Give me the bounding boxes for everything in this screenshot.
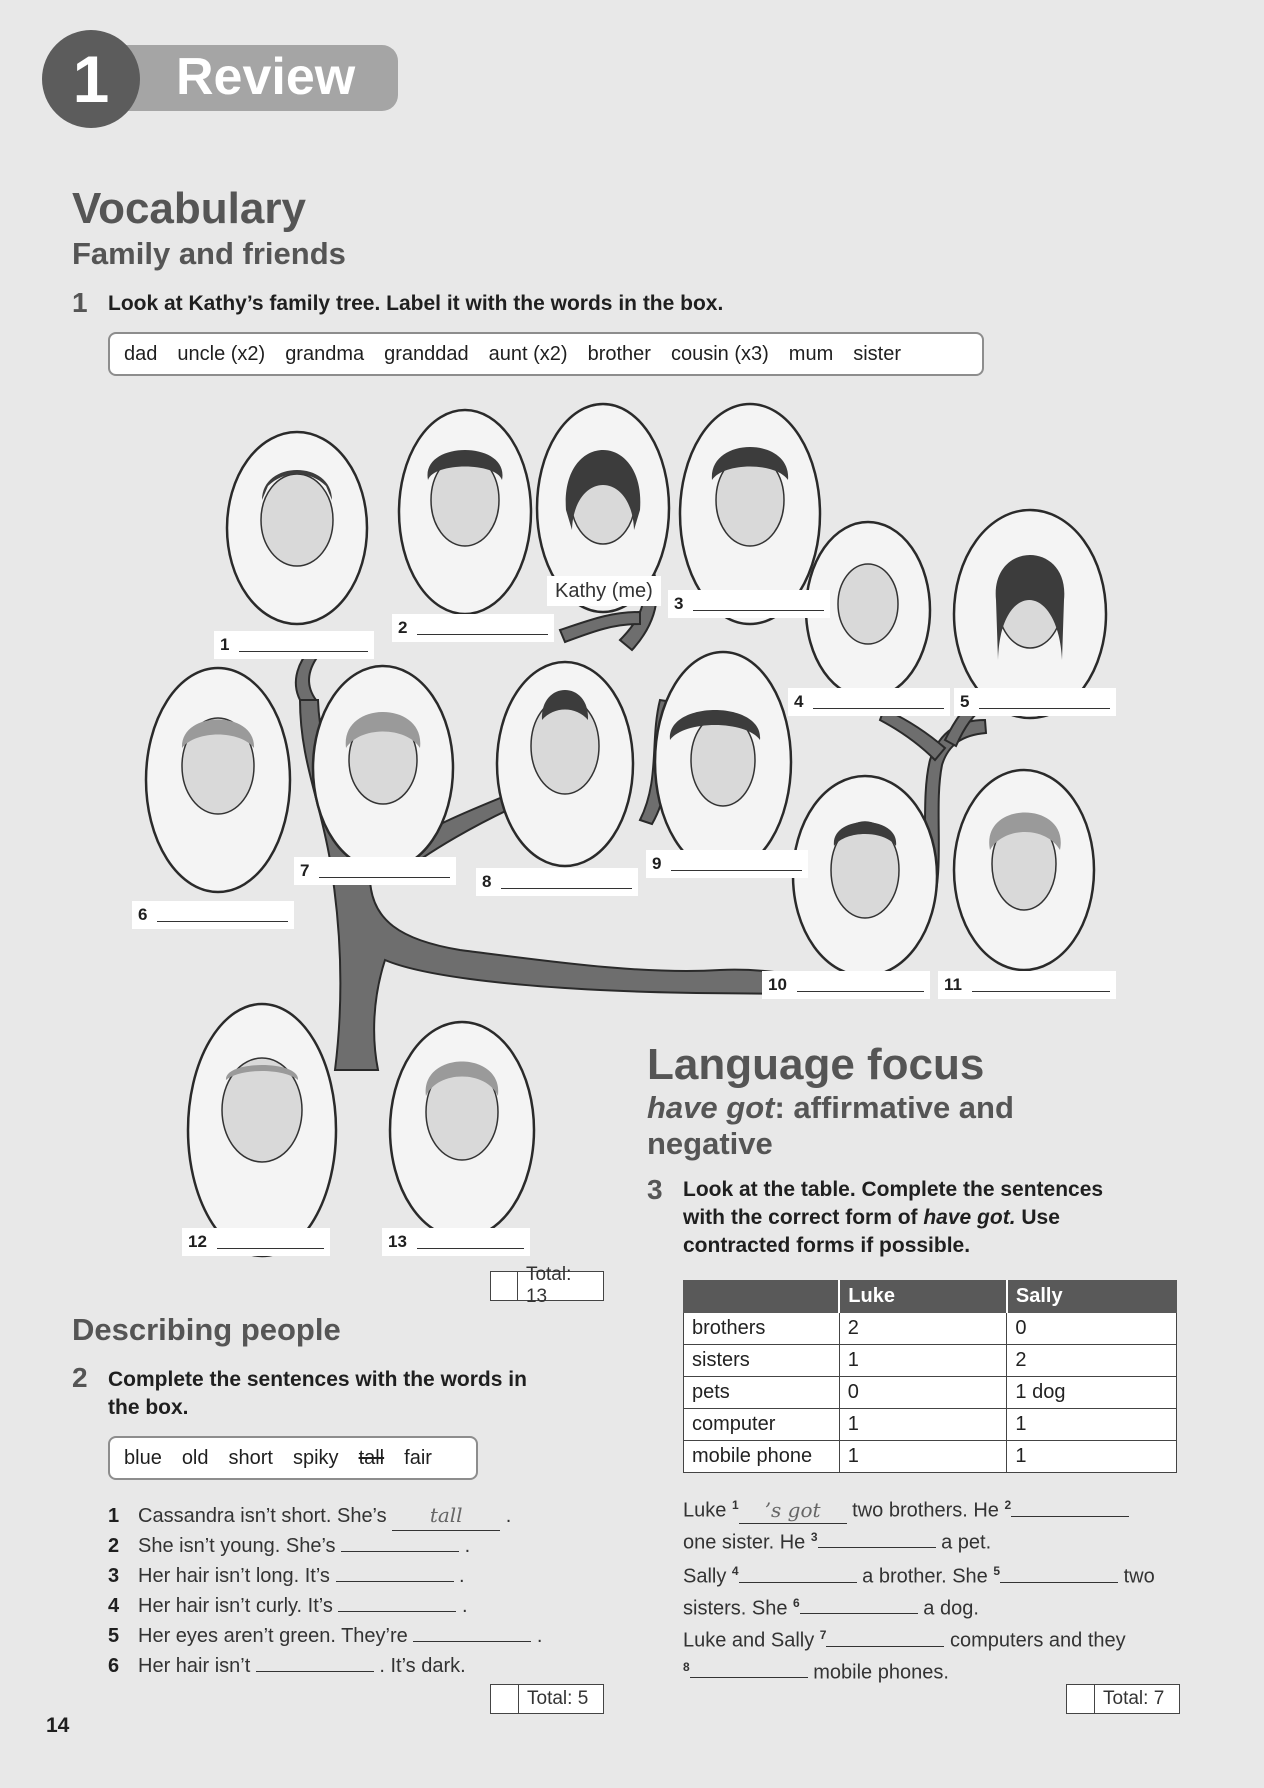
answer-blank[interactable] [336,1561,454,1582]
sentence-text: . [531,1625,543,1647]
instruction-line: contracted forms if possible. [683,1234,971,1257]
word-box-item: granddad [384,342,469,365]
sentence-number: 6 [108,1655,120,1677]
table-cell: 1 [1007,1441,1177,1473]
sentence-item [108,1531,542,1561]
tree-label-number: 9 [652,854,662,873]
table-cell: pets [684,1377,840,1409]
table-cell: 1 [839,1409,1007,1441]
table-cell: 1 dog [1007,1377,1177,1409]
score-box[interactable] [491,1685,519,1713]
exercise-3-number: 3 [647,1174,663,1205]
table-cell: 2 [1007,1345,1177,1377]
tree-label-3[interactable] [668,590,830,618]
gap-number: 7 [819,1628,827,1642]
para-text: computers and they [944,1629,1126,1652]
answer-blank[interactable] [800,1595,918,1614]
tree-label-number: 5 [960,692,970,711]
sentence-text: Cassandra isn’t short. She’s [138,1505,393,1527]
para-text: sisters. She [683,1597,794,1620]
sentence-text: Her hair isn’t curly. It’s [138,1595,339,1617]
sentence-number: 1 [108,1505,120,1527]
word-box-item: grandma [285,342,365,365]
tree-label-number: 7 [300,861,310,880]
tree-label-number: 6 [138,905,148,924]
sentence-number: 4 [108,1595,120,1617]
para-text: one sister. He [683,1531,811,1554]
exercise-3-total [1066,1684,1180,1714]
instruction-line: Look at the table. Complete the sentences [683,1178,1104,1201]
tree-label-number: 11 [944,975,962,994]
exercise-1-instruction: Look at Kathy’s family tree. Label it with the words in the box. [108,292,724,315]
instruction-line: the box. [108,1396,189,1419]
tree-label-2[interactable] [392,614,554,642]
have-got-table [683,1280,1177,1473]
answer-line[interactable] [693,598,824,611]
answer-line[interactable] [157,909,288,922]
sentence-text: Her eyes aren’t green. They’re [138,1625,414,1647]
answer-blank[interactable] [338,1591,456,1612]
tree-label-12[interactable] [182,1228,330,1256]
word-box-item: dad [124,342,158,365]
table-cell: mobile phone [684,1441,840,1473]
answer-line[interactable] [813,696,944,709]
gap-number: 2 [1004,1498,1012,1512]
word-box-item: blue [124,1446,162,1469]
answer-line[interactable] [239,639,368,652]
word-box-item: short [228,1446,273,1469]
answer-line[interactable] [417,1236,524,1249]
language-focus-subheading [647,1090,1014,1162]
gap-number: 6 [793,1595,800,1610]
answer-line[interactable] [319,865,450,878]
table-row [684,1377,1177,1409]
table-cell: computer [684,1409,840,1441]
tree-label-number: 13 [388,1232,407,1251]
table-header: Sally [1007,1281,1177,1313]
exercise-2-instruction [108,1366,527,1422]
sentence-number: 2 [108,1535,120,1557]
answer-example: tall [392,1500,500,1531]
exercise-2-total [490,1684,604,1714]
answer-blank[interactable] [341,1531,459,1552]
exercise-2-number: 2 [72,1362,88,1393]
word-box-item: sister [853,342,902,365]
word-box-item: spiky [292,1446,339,1469]
exercise-3-paragraph-3 [683,1622,1126,1685]
exercise-3-paragraph-2 [683,1558,1155,1621]
score-box[interactable] [1067,1685,1095,1713]
tree-label-6[interactable] [132,901,294,929]
answer-line[interactable] [417,622,548,635]
para-text: Luke [683,1499,732,1522]
para-text: Luke and Sally [683,1629,820,1652]
unit-title: Review [176,48,356,106]
sentence-number: 3 [108,1565,120,1587]
word-box-item: aunt (x2) [488,342,568,365]
gap-number: 3 [810,1529,818,1544]
exercise-2-word-box [108,1436,478,1480]
word-box-item: cousin (x3) [670,342,769,365]
exercise-1-number: 1 [72,287,88,318]
tree-label-10[interactable] [762,971,930,999]
tree-label-number: 3 [674,594,684,613]
tree-label-9[interactable] [646,850,808,878]
table-row [684,1441,1177,1473]
table-row [684,1409,1177,1441]
sentence-item [108,1621,542,1651]
table-cell: 1 [839,1441,1007,1473]
tree-label-number: 4 [794,692,804,711]
subheading-text: negative [647,1126,773,1161]
gap-number: 8 [683,1659,690,1674]
instruction-line: Complete the sentences with the words in [108,1368,527,1391]
tree-label-8[interactable] [476,868,638,896]
table-cell: 0 [839,1377,1007,1409]
table-cell: 2 [839,1313,1007,1345]
tree-label-number: 2 [398,618,408,637]
tree-label-4[interactable] [788,688,950,716]
table-cell: brothers [684,1313,840,1345]
table-cell: sisters [684,1345,840,1377]
tree-label-13[interactable] [382,1228,530,1256]
answer-blank[interactable] [690,1659,808,1678]
tree-label-number: 1 [220,635,230,654]
tree-label-1[interactable] [214,631,374,659]
answer-line[interactable] [979,696,1110,709]
instruction-italic: have got. [923,1206,1016,1229]
answer-example: ’s got [739,1497,847,1524]
exercise-3-instruction [683,1176,1103,1260]
table-row [684,1313,1177,1345]
tree-label-number: 8 [482,872,492,891]
table-header-row [684,1281,1177,1313]
answer-blank[interactable] [1000,1564,1118,1583]
answer-blank[interactable] [413,1621,531,1642]
sentence-text: . [453,1565,465,1587]
table-cell: 1 [1007,1409,1177,1441]
subheading-italic: have got [647,1090,775,1125]
gap-number: 4 [731,1564,739,1578]
exercise-3-paragraph-1 [683,1492,1129,1555]
answer-line[interactable] [501,876,632,889]
total-label: Total: 5 [527,1688,589,1709]
answer-blank[interactable] [826,1628,944,1647]
sentence-item [108,1591,542,1621]
sentence-text: . [500,1505,512,1527]
page-number: 14 [46,1714,70,1737]
answer-blank[interactable] [1011,1498,1129,1517]
para-text: a brother. She [856,1565,994,1588]
vocabulary-subheading: Family and friends [72,236,346,271]
sentence-text: . It’s dark. [373,1655,466,1677]
tree-label-number: 10 [768,975,787,994]
sentence-item [108,1561,542,1591]
kathy-label: Kathy (me) [547,576,661,606]
para-text: two [1118,1565,1155,1588]
word-box-item: mum [788,342,834,365]
answer-line[interactable] [797,979,924,992]
score-box[interactable] [491,1272,518,1300]
gap-number: 5 [993,1564,1001,1578]
sentence-text: . [456,1595,468,1617]
sentence-text: . [459,1535,471,1557]
sentence-text: Her hair isn’t long. It’s [138,1565,336,1587]
describing-heading: Describing people [72,1312,341,1347]
subheading-text: : affirmative and [774,1090,1014,1125]
answer-blank[interactable] [256,1651,374,1672]
sentence-item [108,1500,542,1531]
tree-label-number: 12 [188,1232,207,1251]
word-box-item: fair [404,1446,432,1469]
word-box-item-used: tall [358,1446,385,1469]
table-header: Luke [839,1281,1007,1313]
language-focus-heading: Language focus [647,1040,985,1089]
word-box-item: uncle (x2) [177,342,266,365]
answer-line[interactable] [972,979,1110,992]
instruction-text: with the correct form of [683,1206,924,1229]
sentence-item [108,1651,542,1681]
word-box-item: old [181,1446,209,1469]
instruction-text: Use [1015,1206,1060,1229]
sentence-text: She isn’t young. She’s [138,1535,342,1557]
total-label: Total: 13 [525,1264,572,1307]
para-text: mobile phones. [807,1661,949,1684]
para-text: a pet. [935,1531,992,1554]
answer-line[interactable] [671,858,802,871]
tree-label-7[interactable] [294,857,456,885]
unit-number: 1 [42,30,140,128]
word-box-item: brother [587,342,651,365]
table-row [684,1345,1177,1377]
sentence-number: 5 [108,1625,120,1647]
exercise-2-sentences [108,1500,542,1681]
sentence-text: Her hair isn’t [138,1655,256,1677]
para-text: a dog. [917,1597,979,1620]
gap-number: 1 [731,1498,739,1512]
total-label: Total: 7 [1103,1688,1165,1709]
answer-blank[interactable] [739,1564,857,1583]
answer-line[interactable] [217,1236,324,1249]
tree-label-5[interactable] [954,688,1116,716]
exercise-1-total [490,1264,604,1307]
table-cell: 1 [839,1345,1007,1377]
table-cell: 0 [1007,1313,1177,1345]
para-text: Sally [683,1565,732,1588]
tree-label-11[interactable] [938,971,1116,999]
vocabulary-heading: Vocabulary [72,184,306,233]
para-text: two brothers. He [846,1499,1005,1522]
answer-blank[interactable] [818,1529,936,1548]
table-header [684,1281,840,1313]
